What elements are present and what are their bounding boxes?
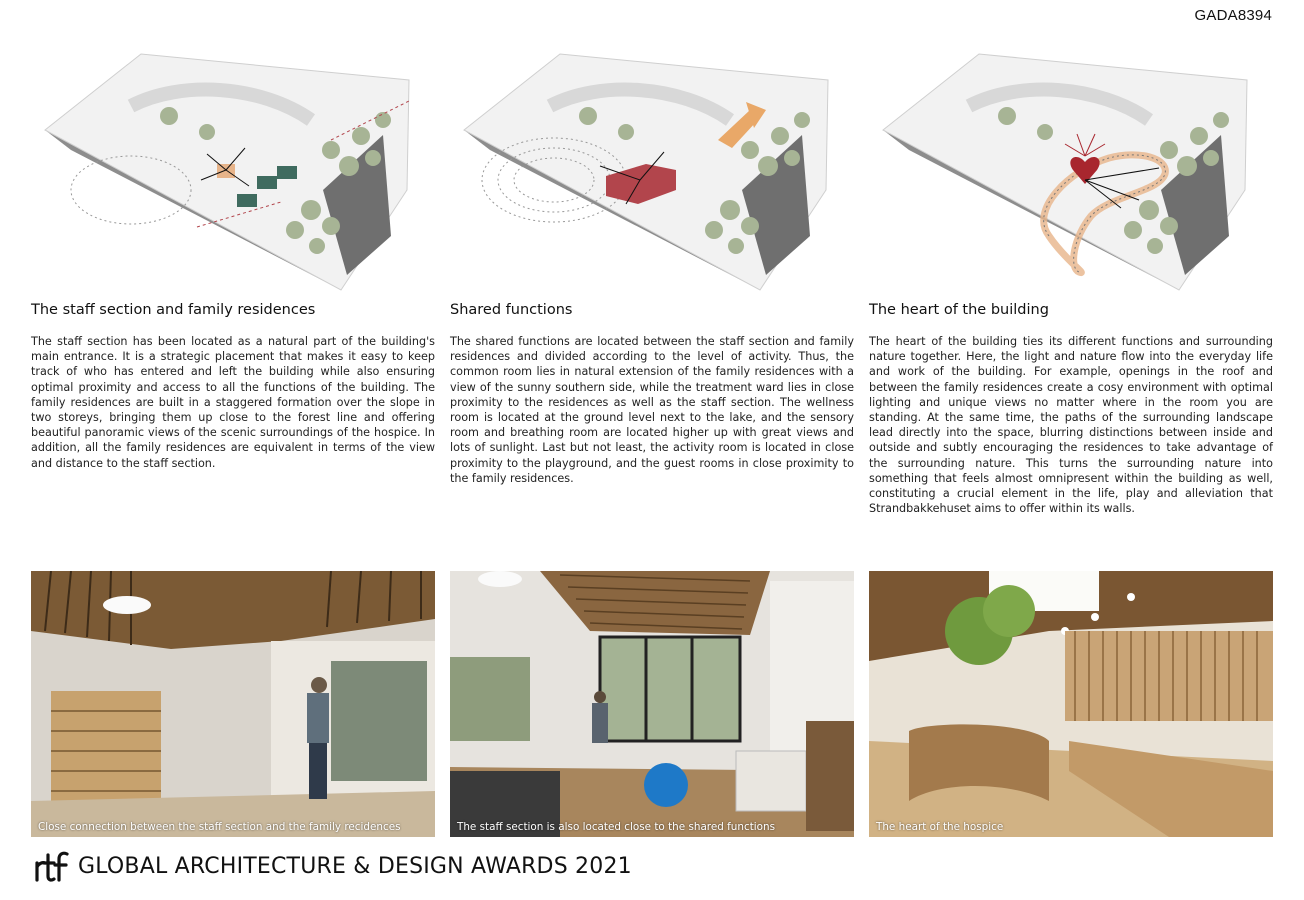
section-body: The staff section has been located as a natural part of the building's main entrance. It is a strategic placement that makes it easy to keep track of who has entered and left the building while also ensuring optimal proximity and access to all the functions of the building. The family residences are built in a staggered formation over the slope in two storeys, bringing them up close to the forest line and offering beautiful panoramic views of the scenic surroundings of the hospice. In addition, all the family residences are equivalent in terms of the view and distance to the staff section. (31, 335, 435, 470)
ceiling-light (103, 596, 151, 614)
section-body: The heart of the building ties its different functions and surrounding nature together. Here, the light and nature flow into the everyday life and work of the building. For example, openings in the roof and between the family residences create a cosy environment with optimal lighting and unique views no matter where in the room you are standing. At the same time, the paths of the surrounding landscape lead directly into the space, blurring distinctions between inside and outside and subtly encouraging the residences to take advantage of the surrounding nature. This turns the surrounding nature into something that feels almost omnipresent within the building as well, constituting a crucial element in the life, play and alleviation that Strandbakkehuset aims to offer within its walls. (869, 335, 1273, 516)
section-heading: The staff section and family residences (31, 302, 316, 318)
photo-common-room-svg (450, 571, 854, 837)
person-body (592, 703, 608, 743)
site-diagram-staff (31, 40, 435, 298)
section-heading: The heart of the building (869, 302, 1049, 318)
residence-block (277, 166, 297, 179)
residence-block (257, 176, 277, 189)
photo-entrance (31, 571, 435, 837)
project-code: GADA8394 (1194, 7, 1272, 24)
photo-common-room (450, 571, 854, 837)
ceiling-light (1091, 613, 1099, 621)
window-center (600, 637, 740, 741)
staff-block (217, 164, 235, 178)
blue-ball (644, 763, 688, 807)
residence-block (237, 194, 257, 207)
site-diagram-heart-svg (869, 40, 1273, 298)
site-diagram-heart (869, 40, 1273, 298)
indoor-tree (983, 585, 1035, 637)
photo-caption: Close connection between the staff section and the family recidences (38, 821, 401, 833)
photo-entrance-svg (31, 571, 435, 837)
bookshelf (806, 721, 854, 831)
award-title: GLOBAL ARCHITECTURE & DESIGN AWARDS 2021 (78, 853, 632, 879)
section-body: The shared functions are located between the staff section and family residences and divided according to the level of activity. Thus, the common room lies in natural extension of the family residences with a view of the sunny southern side, while the treatment ward lies in close proximity to the residences as well as the staff section. The wellness room is located at the ground level next to the lake, and the sensory room and breathing room are located higher up with great views and lots of sunlight. Last but not least, the activity room is located in close proximity to the playground, and the guest rooms in close proximity to the family residences. (450, 335, 854, 485)
window-left (450, 657, 530, 741)
crib (736, 751, 806, 811)
person-legs (309, 743, 327, 799)
person-head (594, 691, 606, 703)
photo-caption: The heart of the hospice (876, 821, 1004, 833)
footer (34, 848, 632, 884)
photo-caption: The staff section is also located close to the shared functions (457, 821, 776, 833)
window (331, 661, 427, 781)
photo-heart (869, 571, 1273, 837)
person-body (307, 693, 329, 743)
person-head (311, 677, 327, 693)
site-diagram-staff-svg (31, 40, 435, 298)
site-diagram-shared (450, 40, 854, 298)
photo-heart-svg (869, 571, 1273, 837)
ceiling-light (1127, 593, 1135, 601)
ceiling-light (478, 571, 522, 587)
section-heading: Shared functions (450, 302, 573, 318)
site-diagram-shared-svg (450, 40, 854, 298)
rtf-logo-icon (34, 849, 70, 883)
wood-slat-wall (1065, 631, 1273, 721)
